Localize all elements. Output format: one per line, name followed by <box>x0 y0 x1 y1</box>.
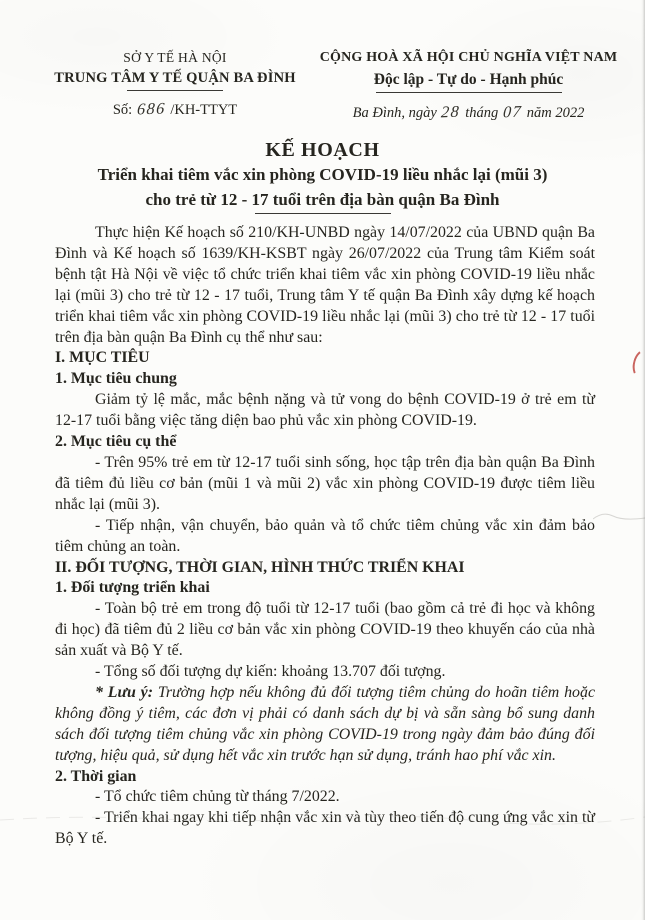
bullet-paragraph: - Tổng số đối tượng dự kiến: khoảng 13.707 đối tượng. <box>95 663 446 681</box>
bullet-paragraph: - Trên 95% trẻ em từ 12-17 tuổi sinh sống, học tập trên địa bàn quận Ba Đình đã tiêm đủ liều cơ bản (mũi 1 và mũi 2) vắc xin phòng COVID-19 được tiêm liều nhắc lại (mũi 3). <box>55 453 595 513</box>
section-heading-doi-tuong: II. ĐỐI TƯỢNG, THỜI GIAN, HÌNH THỨC TRIỂN KHAI <box>55 558 465 576</box>
bullet-paragraph: - Tổ chức tiêm chủng từ tháng 7/2022. <box>95 788 340 806</box>
subsection-heading-thoi-gian: 2. Thời gian <box>55 767 137 785</box>
national-motto-block <box>310 50 627 122</box>
note-lead-label: * Lưu ý: <box>95 683 158 701</box>
document-header <box>0 0 645 122</box>
date-prefix: Ba Đình, ngày <box>352 105 437 121</box>
date-day-handwritten: 28 <box>440 102 462 122</box>
note-paragraph: * Lưu ý: Trường hợp nếu không đủ đối tượng tiêm chủng do hoãn tiêm hoặc không đồng ý tiêm, các đơn vị phải có danh sách dự bị và sẵn sàng bổ sung danh sách đối tượng tiêm chủng vắc xin phòng COVID-19 trong ngày đảm bảo đúng đối tượng, hiệu quả, sử dụng hết vắc xin trước hạn sử dụng, tránh hao phí vắc xin. <box>55 683 596 764</box>
document-body <box>0 214 645 850</box>
document-number-suffix: /KH-TTYT <box>170 102 238 118</box>
country-name: CỘNG HOÀ XÃ HỘI CHỦ NGHĨA VIỆT NAM <box>319 50 618 65</box>
section-heading-muc-tieu: I. MỤC TIÊU <box>55 349 150 367</box>
bullet-paragraph: - Triển khai ngay khi tiếp nhận vắc xin và tùy theo tiến độ cung ứng vắc xin từ Bộ Y tế. <box>55 809 595 848</box>
document-number <box>40 100 310 119</box>
document-type: KẾ HOẠCH <box>265 139 380 161</box>
bullet-paragraph: - Toàn bộ trẻ em trong độ tuổi từ 12-17 tuổi (bao gồm cả trẻ đi học và không đi học) đã tiêm đủ 2 liều cơ bản vắc xin phòng COVID-19 theo khuyến cáo của nhà sản xuất và Bộ Y tế. <box>55 600 595 660</box>
parent-org-name: SỞ Y TẾ HÀ NỘI <box>123 50 227 65</box>
issuing-org-block <box>40 50 310 122</box>
subsection-heading-muc-tieu-cu-the: 2. Mục tiêu cụ thể <box>55 433 177 451</box>
intro-paragraph: Thực hiện Kế hoạch số 210/KH-UNBD ngày 14/07/2022 của UBND quận Ba Đình và Kế hoạch số 1639/KH-KSBT ngày 26/07/2022 của Trung tâm Kiểm soát bệnh tật Hà Nội về việc tổ chức triển khai tiêm vắc xin phòng COVID-19 liều nhắc lại (mũi 3) cho trẻ từ 12 - 17 tuổi, Trung tâm Y tế quận Ba Đình xây dựng kế hoạch triển khai tiêm vắc xin phòng COVID-19 liều nhắc lại (mũi 3) cho trẻ từ 12 - 17 tuổi trên địa bàn quận Ba Đình cụ thể như sau: <box>55 224 595 346</box>
org-underline <box>127 90 223 91</box>
document-number-label: Số: <box>112 102 133 118</box>
document-title-line-2: cho trẻ từ 12 - 17 tuổi trên địa bàn quận Ba Đình <box>145 190 500 209</box>
subsection-heading-muc-tieu-chung: 1. Mục tiêu chung <box>55 370 177 388</box>
date-suffix: năm 2022 <box>526 105 585 121</box>
motto-underline <box>376 92 562 93</box>
national-motto: Độc lập - Tự do - Hạnh phúc <box>373 71 564 88</box>
date-mid: tháng <box>465 105 499 121</box>
document-title-line-1: Triển khai tiêm vắc xin phòng COVID-19 liều nhắc lại (mũi 3) <box>97 165 548 184</box>
date-month-handwritten: 07 <box>502 102 523 122</box>
org-name: TRUNG TÂM Y TẾ QUẬN BA ĐÌNH <box>54 70 296 86</box>
document-number-handwritten: 686 <box>136 99 167 119</box>
document-title-block <box>0 139 645 214</box>
paragraph: Giảm tỷ lệ mắc, mắc bệnh nặng và tử vong do bệnh COVID-19 ở trẻ em từ 12-17 tuổi bằng việc tăng diện bao phủ vắc xin phòng COVID-19. <box>55 391 595 430</box>
bullet-paragraph: - Tiếp nhận, vận chuyển, bảo quản và tổ chức tiêm chủng vắc xin đảm bảo tiêm chủng an toàn. <box>55 516 595 555</box>
date-line <box>310 103 627 122</box>
subsection-heading-doi-tuong-trien-khai: 1. Đối tượng triển khai <box>55 579 210 597</box>
